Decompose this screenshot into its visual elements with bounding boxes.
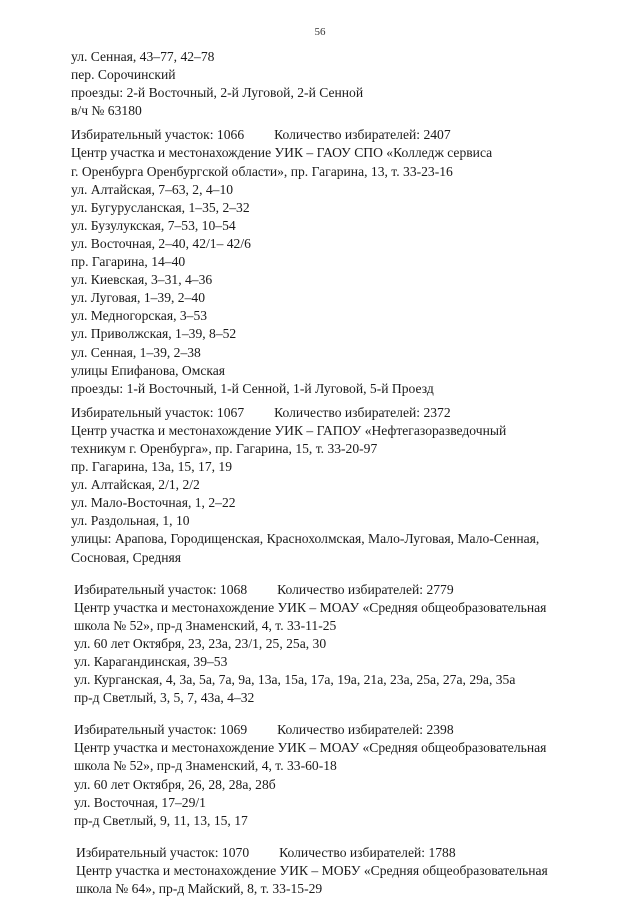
section-line: Центр участка и местонахождение УИК – ГАПОУ «Нефтегазоразведочный (71, 422, 507, 438)
section-line: ул. Бузулукская, 7–53, 10–54 (71, 217, 236, 233)
voter-count: Количество избирателей: 2779 (277, 581, 454, 597)
section-line: г. Оренбурга Оренбургской области», пр. Гагарина, 13, т. 33-23-16 (71, 163, 453, 179)
precinct-header (74, 721, 611, 739)
address-line: ул. Сенная, 43–77, 42–78 (71, 49, 215, 64)
voter-count: Количество избирателей: 2372 (274, 404, 451, 420)
precinct-section-1067 (71, 404, 611, 567)
section-line: ул. Восточная, 2–40, 42/1– 42/6 (71, 235, 251, 251)
precinct-section-1068 (71, 581, 611, 708)
section-line: Центр участка и местонахождение УИК – МОАУ «Средняя общеобразовательная (74, 599, 547, 615)
precinct-header (74, 581, 611, 599)
precinct-number: Избирательный участок: 1070 (76, 844, 250, 860)
section-line: школа № 52», пр-д Знаменский, 4, т. 33-11-25 (74, 617, 337, 633)
section-line: ул. Карагандинская, 39–53 (74, 654, 228, 669)
section-line: Центр участка и местонахождение УИК – МОАУ «Средняя общеобразовательная (74, 740, 547, 756)
precinct-number: Избирательный участок: 1066 (71, 127, 245, 143)
section-line: школа № 64», пр-д Майский, 8, т. 33-15-29 (76, 881, 323, 897)
section-line: техникум г. Оренбурга», пр. Гагарина, 15, т. 33-20-97 (71, 440, 378, 456)
precinct-header (76, 844, 611, 862)
section-line: ул. Бугурусланская, 1–35, 2–32 (71, 199, 250, 215)
section-line: проезды: 1-й Восточный, 1-й Сенной, 1-й Луговой, 5-й Проезд (71, 380, 434, 396)
precinct-header (71, 126, 611, 144)
page-number: 56 (314, 26, 326, 38)
section-line: ул. Луговая, 1–39, 2–40 (71, 290, 205, 306)
section-line: ул. Алтайская, 7–63, 2, 4–10 (71, 181, 234, 197)
precinct-section-1069 (71, 721, 611, 830)
section-line: ул. Курганская, 4, 3а, 5а, 7а, 9а, 13а, 15а, 17а, 19а, 21а, 23а, 25а, 27а, 29а, 35а (74, 672, 516, 688)
section-line: ул. Приволжская, 1–39, 8–52 (71, 326, 237, 342)
voter-count: Количество избирателей: 1788 (279, 844, 456, 860)
intro-block (71, 48, 611, 120)
address-line: пер. Сорочинский (71, 67, 176, 83)
address-line: проезды: 2-й Восточный, 2-й Луговой, 2-й Сенной (71, 85, 364, 101)
voter-count: Количество избирателей: 2407 (274, 127, 451, 143)
section-line: Центр участка и местонахождение УИК – МОБУ «Средняя общеобразовательная (76, 862, 548, 878)
section-line: ул. 60 лет Октября, 26, 28, 28а, 28б (74, 776, 276, 792)
section-line: ул. Медногорская, 3–53 (71, 308, 208, 324)
section-line: ул. Мало-Восточная, 1, 2–22 (71, 495, 236, 511)
precinct-header (71, 404, 611, 422)
section-line: пр-д Светлый, 3, 5, 7, 43а, 4–32 (74, 690, 255, 706)
section-line: пр. Гагарина, 14–40 (71, 254, 186, 270)
section-line: школа № 52», пр-д Знаменский, 4, т. 33-60-18 (74, 758, 337, 774)
section-line: ул. Сенная, 1–39, 2–38 (71, 344, 201, 360)
address-line: в/ч № 63180 (71, 103, 142, 119)
section-line: улицы Епифанова, Омская (71, 362, 226, 378)
section-line: ул. Раздольная, 1, 10 (71, 513, 190, 529)
section-line: Центр участка и местонахождение УИК – ГАОУ СПО «Колледж сервиса (71, 145, 493, 161)
section-line: улицы: Арапова, Городищенская, Краснохолмская, Мало-Луговая, Мало-Сенная, (71, 531, 540, 547)
voter-count: Количество избирателей: 2398 (277, 722, 454, 738)
section-line: пр-д Светлый, 9, 11, 13, 15, 17 (74, 812, 248, 828)
section-line: ул. Алтайская, 2/1, 2/2 (71, 477, 200, 493)
precinct-section-1066 (71, 126, 611, 397)
precinct-section-1070 (71, 844, 611, 898)
section-line: пр. Гагарина, 13а, 15, 17, 19 (71, 459, 233, 475)
section-line: Сосновая, Средняя (71, 549, 182, 565)
precinct-number: Избирательный участок: 1068 (74, 581, 248, 597)
section-line: ул. 60 лет Октября, 23, 23а, 23/1, 25, 25а, 30 (74, 635, 327, 651)
section-line: ул. Киевская, 3–31, 4–36 (71, 272, 213, 288)
precinct-number: Избирательный участок: 1067 (71, 404, 245, 420)
precinct-number: Избирательный участок: 1069 (74, 722, 248, 738)
section-line: ул. Восточная, 17–29/1 (74, 794, 206, 810)
document-body (71, 48, 611, 898)
